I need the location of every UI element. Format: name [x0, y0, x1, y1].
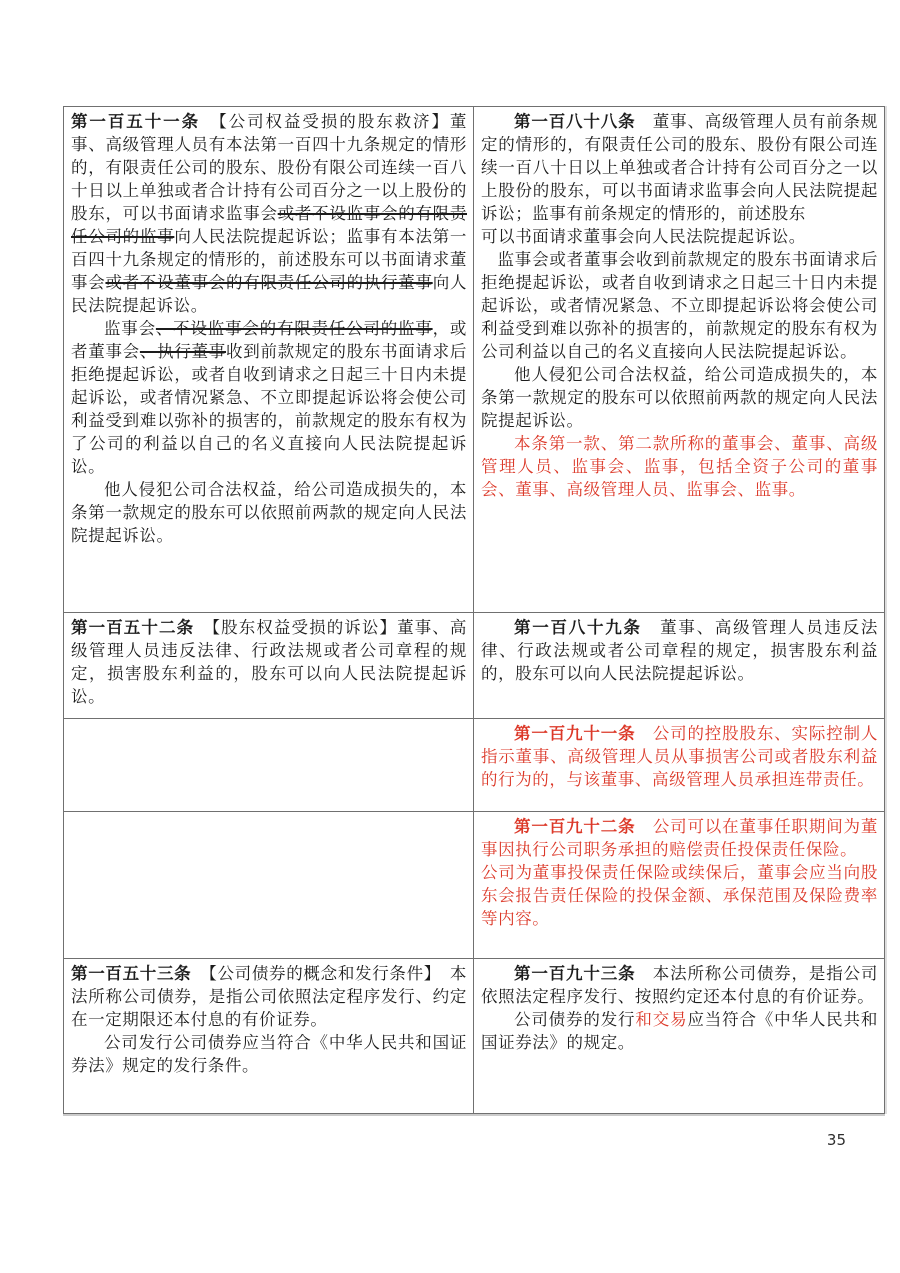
text-run: 监事会或者董事会收到前款规定的股东书面请求后拒绝提起诉讼，或者自收到请求之日起三十日内未提起诉讼，或者情况紧急、不立即提起诉讼将会使公司利益受到难以弥补的损害的，前款规定的股东有权为公司利益以自己的名义直接向人民法院提起诉讼。: [481, 250, 878, 361]
paragraph: [481, 616, 878, 685]
text-run: 他人侵犯公司合法权益，给公司造成损失的，本条第一款规定的股东可以依照前两款的规定向人民法院提起诉讼。: [71, 480, 467, 545]
text-run: 监事会: [104, 319, 156, 338]
text-run: 【公司债券的概念和发行条件】 本法所称公司债券，是指公司依照法定程序发行、约定在一定期限还本付息的有价证券。: [71, 964, 468, 1029]
text-run: 董事、高级管理人员有前条规定的情形的，有限责任公司的股东、股份有限公司连续一百八十日以上单独或者合计持有公司百分之一以上股份的股东，可以书面请求监事会向人民法院提起诉讼；监事有前条规定的情形的，前述股东: [481, 112, 879, 223]
table-row: [64, 107, 885, 613]
article-number: 第一百五十一条: [71, 112, 201, 131]
added-text: 本条第一款、第二款所称的董事会、董事、高级管理人员、监事会、监事，包括全资子公司的董事会、董事、高级管理人员、监事会、监事。: [481, 434, 878, 499]
article-number: 第一百五十三条: [71, 964, 192, 983]
added-text: 公司为董事投保责任保险或续保后，董事会应当向股东会报告责任保险的投保金额、承保范围及保险费率等内容。: [481, 863, 878, 928]
table-cell-right-row1: [474, 107, 885, 613]
text-run: 【股东权益受损的诉讼】董事、高级管理人员违反法律、行政法规或者公司章程的规定，损害股东利益的，股东可以向人民法院提起诉讼。: [71, 618, 467, 706]
text-run: 公司发行公司债券应当符合《中华人民共和国证券法》规定的发行条件。: [71, 1033, 467, 1075]
table-row: [64, 959, 885, 1114]
article-number: 第一百八十八条: [514, 112, 636, 131]
added-text: 公司可以在董事任职期间为董事因执行公司职务承担的赔偿责任投保责任保险。: [481, 817, 879, 859]
text-run: 公司债券的发行: [514, 1010, 636, 1029]
paragraph: [481, 110, 878, 225]
paragraph: [71, 317, 467, 478]
paragraph: [481, 962, 878, 1008]
text-run: 本法所称公司债券，是指公司依照法定程序发行、按照约定还本付息的有价证券。: [481, 964, 879, 1006]
text-run: 向人民法院提起诉讼。: [71, 273, 468, 315]
paragraph: [481, 722, 878, 791]
paragraph: [481, 1008, 878, 1054]
table-cell-left-row5: [64, 959, 474, 1114]
comparison-table-body: [64, 107, 885, 1114]
paragraph: [481, 815, 878, 861]
paragraph: [481, 861, 878, 930]
table-cell-left-row4: [64, 812, 474, 959]
article-number: 第一百五十二条: [71, 618, 195, 637]
added-text: 公司的控股股东、实际控制人指示董事、高级管理人员从事损害公司或者股东利益的行为的，与该董事、高级管理人员承担连带责任。: [481, 724, 879, 789]
paragraph: [481, 432, 878, 501]
added-text: 第一百九十一条: [514, 724, 636, 743]
text-run: 【公司权益受损的股东救济】董事、高级管理人员有本法第一百四十九条规定的情形的，有限责任公司的股东、股份有限公司连续一百八十日以上单独或者合计持有公司百分之一以上股份的股东，可以书面请求监事会: [71, 112, 468, 223]
added-text: 和交易: [635, 1010, 688, 1029]
text-run: 收到前款规定的股东书面请求后拒绝提起诉讼，或者自收到请求之日起三十日内未提起诉讼，或者情况紧急、不立即提起诉讼将会使公司利益受到难以弥补的损害的，前款规定的股东有权为了公司的利益以自己的名义直接向人民法院提起诉讼。: [71, 342, 468, 476]
table-cell-right-row4: [474, 812, 885, 959]
paragraph: [481, 248, 878, 363]
text-run: 可以书面请求董事会向人民法院提起诉讼。: [481, 227, 806, 246]
table-cell-right-row5: [474, 959, 885, 1114]
table-row: [64, 812, 885, 959]
paragraph: [71, 110, 467, 317]
table-cell-left-row2: [64, 613, 474, 719]
paragraph: [71, 616, 467, 708]
paragraph: [71, 962, 467, 1031]
table-cell-left-row1: [64, 107, 474, 613]
text-run: 应当符合《中华人民共和国证券法》的规定。: [481, 1010, 878, 1052]
table-row: [64, 719, 885, 812]
paragraph: [481, 225, 878, 248]
table-cell-right-row3: [474, 719, 885, 812]
comparison-table: [63, 106, 885, 1114]
text-run: 董事、高级管理人员违反法律、行政法规或者公司章程的规定，损害股东利益的，股东可以向人民法院提起诉讼。: [481, 618, 878, 683]
deleted-text: 、不设监事会的有限责任公司的监事: [155, 319, 433, 338]
text-run: ，或者董事会: [71, 319, 467, 361]
deleted-text: 或者不设监事会的有限责任公司的监事: [71, 204, 467, 246]
article-number: 第一百九十三条: [514, 964, 636, 983]
article-number: 第一百八十九条: [514, 618, 642, 637]
text-run: 他人侵犯公司合法权益，给公司造成损失的，本条第一款规定的股东可以依照前两款的规定向人民法院提起诉讼。: [481, 365, 878, 430]
paragraph: [71, 1031, 467, 1077]
paragraph: [71, 478, 467, 547]
page-number: 35: [826, 1131, 846, 1149]
added-text: 第一百九十二条: [514, 817, 636, 836]
text-run: 向人民法院提起诉讼；监事有本法第一百四十九条规定的情形的，前述股东可以书面请求董事会: [71, 227, 467, 292]
table-cell-right-row2: [474, 613, 885, 719]
table-cell-left-row3: [64, 719, 474, 812]
table-row: [64, 613, 885, 719]
deleted-text: 或者不设董事会的有限责任公司的执行董事: [105, 273, 433, 292]
paragraph: [481, 363, 878, 432]
deleted-text: 、执行董事: [139, 342, 227, 361]
